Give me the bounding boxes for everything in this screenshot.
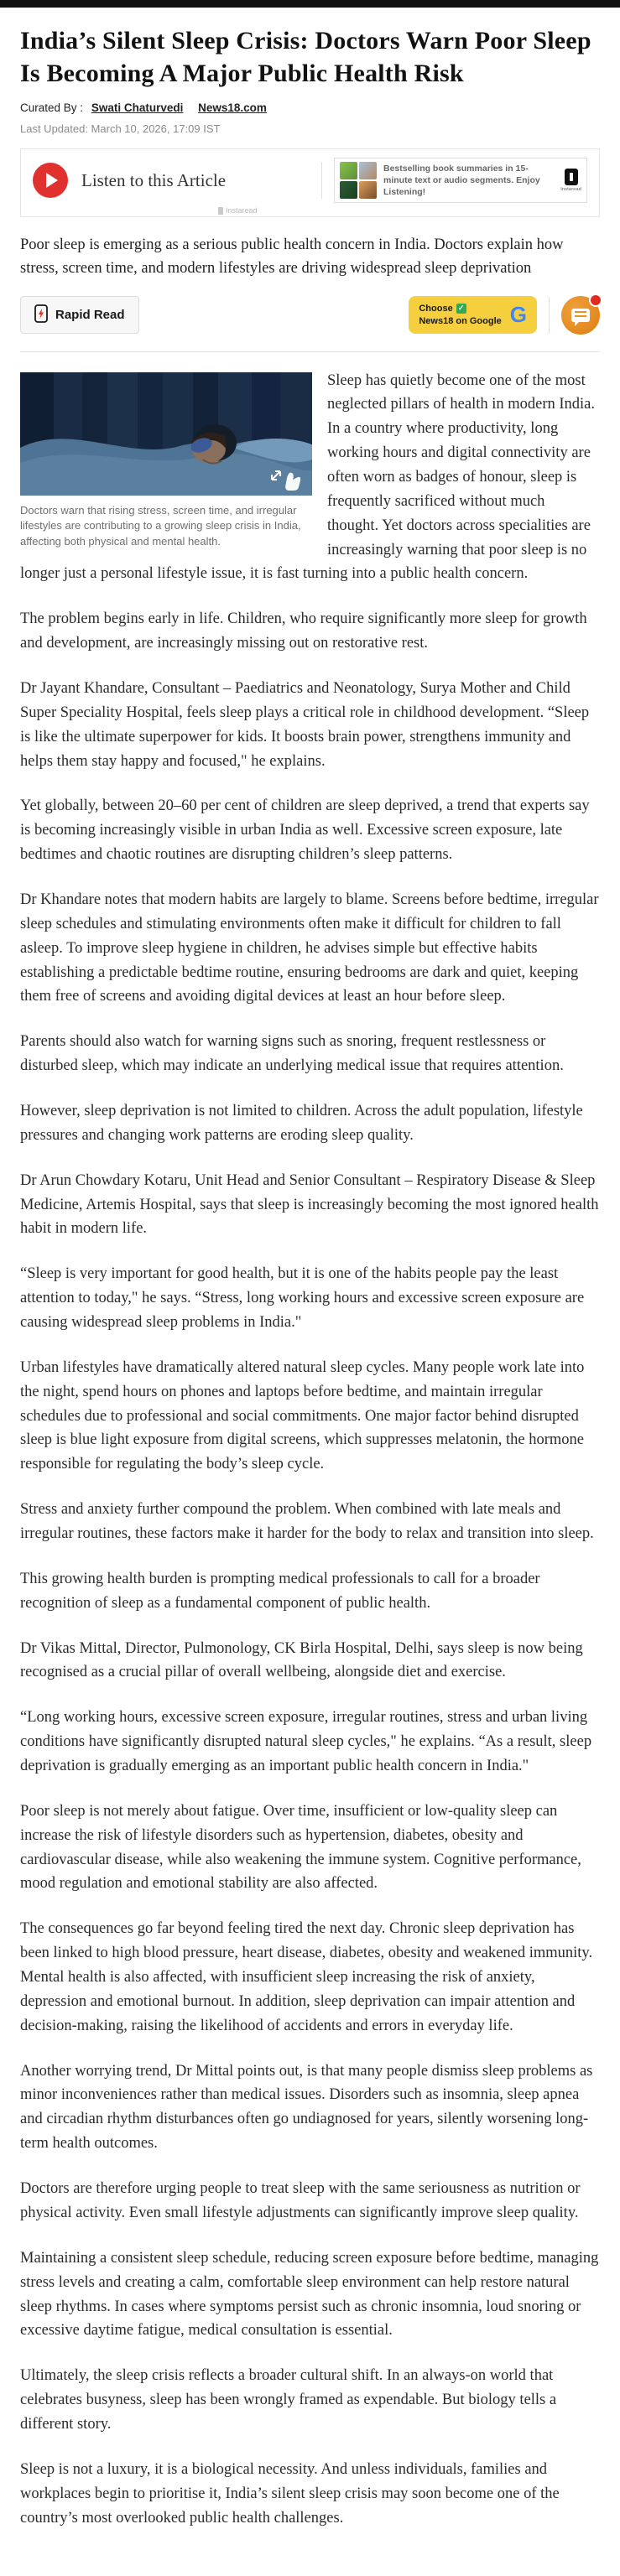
ad-text: Bestselling book summaries in 15-minute text or audio segments. Enjoy Listening! [383,163,540,198]
lead-image[interactable] [20,372,312,496]
article-paragraph: Doctors are therefore urging people to treat sleep with the same seriousness as nutrition or physical activity. Even small lifestyle adjustments can significantly improve sleep quality. [20,2180,581,2221]
ad-thumbnails [340,162,377,199]
choose-news18-google-badge[interactable] [409,296,537,334]
article-title: India’s Silent Sleep Crisis: Doctors Warn Poor Sleep Is Becoming A Major Public Health Risk [20,27,591,87]
article-paragraph: However, sleep deprivation is not limited to children. Across the adult population, lifestyle pressures and changing work patterns are eroding sleep quality. [20,1102,583,1144]
byline [20,101,600,114]
article-paragraph: Stress and anxiety further compound the problem. When combined with late meals and irregular routines, these factors make it harder for the body to relax and transition into sleep. [20,1501,594,1543]
notification-dot [589,293,602,307]
divider [321,162,322,199]
google-g-icon: G [509,302,527,327]
article-summary: Poor sleep is emerging as a serious public health concern in India. Doctors explain how stress, screen time, and modern lifestyles are driving widespread sleep deprivation [20,236,564,277]
badge-line1: Choose [419,304,453,314]
instaread-watermark-icon [218,207,223,215]
article-paragraph: “Sleep is very important for good health, but it is one of the habits people pay the least attention to today," he says. “Stress, long working hours and excessive screen exposure are causing widespread sleep problems in India." [20,1265,585,1331]
author-link[interactable]: Swati Chaturvedi [91,101,184,114]
article-body [20,369,600,2552]
article-paragraph: Dr Khandare notes that modern habits are largely to blame. Screens before bedtime, irregular sleep schedules and stimulating environments often make it difficult for children to fall asleep. To improve sleep hygiene in children, he advises simple but effective habits establishing a predictable bedtime routine, ensuring bedrooms are dark and quiet, keeping them free of screens and avoiding digital devices at least an hour before sleep. [20,891,599,1005]
instaread-logo-icon [565,169,578,185]
image-caption: Doctors warn that rising stress, screen time, and irregular lifestyles are contributing to a growing sleep crisis in India, affecting both physical and mental health. [20,503,301,548]
article-paragraph: Poor sleep is not merely about fatigue. Over time, insufficient or low-quality sleep can increase the risk of lifestyle disorders such as hypertension, diabetes, obesity and cardiovascular disease, while also weakening the immune system. Cognitive performance, mood regulation and emotional stability are also affected. [20,1802,581,1893]
play-icon [46,173,58,188]
top-nav-bar-edge [0,0,620,8]
article-paragraph: Sleep is not a luxury, it is a biological necessity. And unless individuals, families and workplaces begin to prioritise it, India’s silent sleep crisis may soon become one of the country’s most overlooked public health challenges. [20,2460,560,2527]
article-paragraph: The consequences go far beyond feeling tired the next day. Chronic sleep deprivation has been linked to high blood pressure, heart disease, diabetes, obesity and weakened immunity. Mental health is also affected, with insufficient sleep increasing the risk of anxiety, depression and emotional burnout. In addition, sleep deprivation can impair attention and decision-making, raising the likelihood of accidents and errors in everyday life. [20,1920,593,2034]
article-paragraph: Maintaining a consistent sleep schedule, reducing screen exposure before bedtime, managing stress levels and creating a calm, comfortable sleep environment can help restore natural sleep rhythms. In cases where symptoms persist such as chronic insomnia, loud snoring or excessive daytime fatigue, medical consultation is essential. [20,2249,599,2340]
article-paragraph: Sleep has quietly become one of the most neglected pillars of health in modern India. In a country where productivity, long working hours and digital connectivity are often worn as badges of honour, sleep is frequently sacrificed without much thought. Yet doctors across specialities are increasingly warning that poor sleep is no longer just a personal lifestyle issue, it is fast turning into a public health concern. [20,371,596,583]
action-row [20,296,600,335]
article-paragraph: Dr Vikas Mittal, Director, Pulmonology, CK Birla Hospital, Delhi, says sleep is now being recognised as a crucial pillar of overall wellbeing, alongside diet and exercise. [20,1639,583,1681]
article-paragraph: Urban lifestyles have dramatically altered natural sleep cycles. Many people work late into the night, spend hours on phones and laptops before bedtime, and maintain irregular schedules due to professional and social commitments. One major factor behind disrupted sleep is blue light exposure from digital screens, which suppresses melatonin, the hormone responsible for regulating the body’s sleep cycle. [20,1358,585,1473]
rapid-read-button[interactable]: Rapid Read [20,296,139,334]
rapid-read-icon [34,304,48,325]
article-paragraph: Dr Arun Chowdary Kotaru, Unit Head and Senior Consultant – Respiratory Disease & Sleep Medicine, Artemis Hospital, says that sleep is increasingly becoming the most ignored health habit in modern life. [20,1171,599,1238]
instaread-ad[interactable] [334,158,587,203]
lead-figure [20,372,312,551]
article-paragraph: This growing health burden is prompting medical professionals to call for a broader recognition of sleep as a fundamental component of public health. [20,1570,540,1612]
comments-button[interactable] [561,296,600,335]
article-paragraph: Parents should also watch for warning signs such as snoring, frequent restlessness or disturbed sleep, which may indicate an underlying medical issue that requires attention. [20,1033,564,1075]
curated-by-label: Curated By : [20,101,84,114]
divider [549,297,550,334]
check-icon: ✓ [456,304,466,314]
listen-widget [20,148,600,217]
source-link[interactable]: News18.com [198,101,267,114]
instaread-logo: Instaread [560,169,581,192]
article-paragraph: Yet globally, between 20–60 per cent of children are sleep deprived, a trend that experts say is becoming increasingly visible in urban India as well. Excessive screen exposure, late bedtimes and chaotic routines are disrupting children’s sleep patterns. [20,797,590,864]
play-button[interactable] [33,163,68,198]
article-paragraph: “Long working hours, excessive screen exposure, irregular routines, stress and urban living conditions have significantly disrupted natural sleep cycles," he explains. “As a result, sleep deprivation is gradually emerging as an important public health concern in India." [20,1709,592,1775]
article-page [0,8,620,2576]
divider [20,351,600,352]
badge-line2: News18 on Google [419,315,502,326]
instaread-watermark: Instaread [218,206,258,215]
article-paragraph: The problem begins early in life. Children, who require significantly more sleep for growth and development, are increasingly missing out on restorative rest. [20,610,587,652]
article-paragraph: Ultimately, the sleep crisis reflects a broader cultural shift. In an always-on world that celebrates busyness, sleep has been wrongly framed as expendable. But biology tells a different story. [20,2367,557,2433]
last-updated: Last Updated: March 10, 2026, 17:09 IST [20,122,221,135]
article-paragraph: Dr Jayant Khandare, Consultant – Paediatrics and Neonatology, Surya Mother and Child Super Speciality Hospital, feels sleep plays a critical role in childhood development. “Sleep is like the ultimate superpower for kids. It boosts brain power, strengthens immunity and helps them stay happy and focused," he explains. [20,679,590,770]
article-paragraph: Another worrying trend, Dr Mittal points out, is that many people dismiss sleep problems as minor inconveniences rather than medical issues. Disorders such as insomnia, sleep apnea and circadian rhythm disturbances often go undiagnosed for years, silently worsening long-term health outcomes. [20,2062,593,2153]
listen-label: Listen to this Article [81,169,227,190]
